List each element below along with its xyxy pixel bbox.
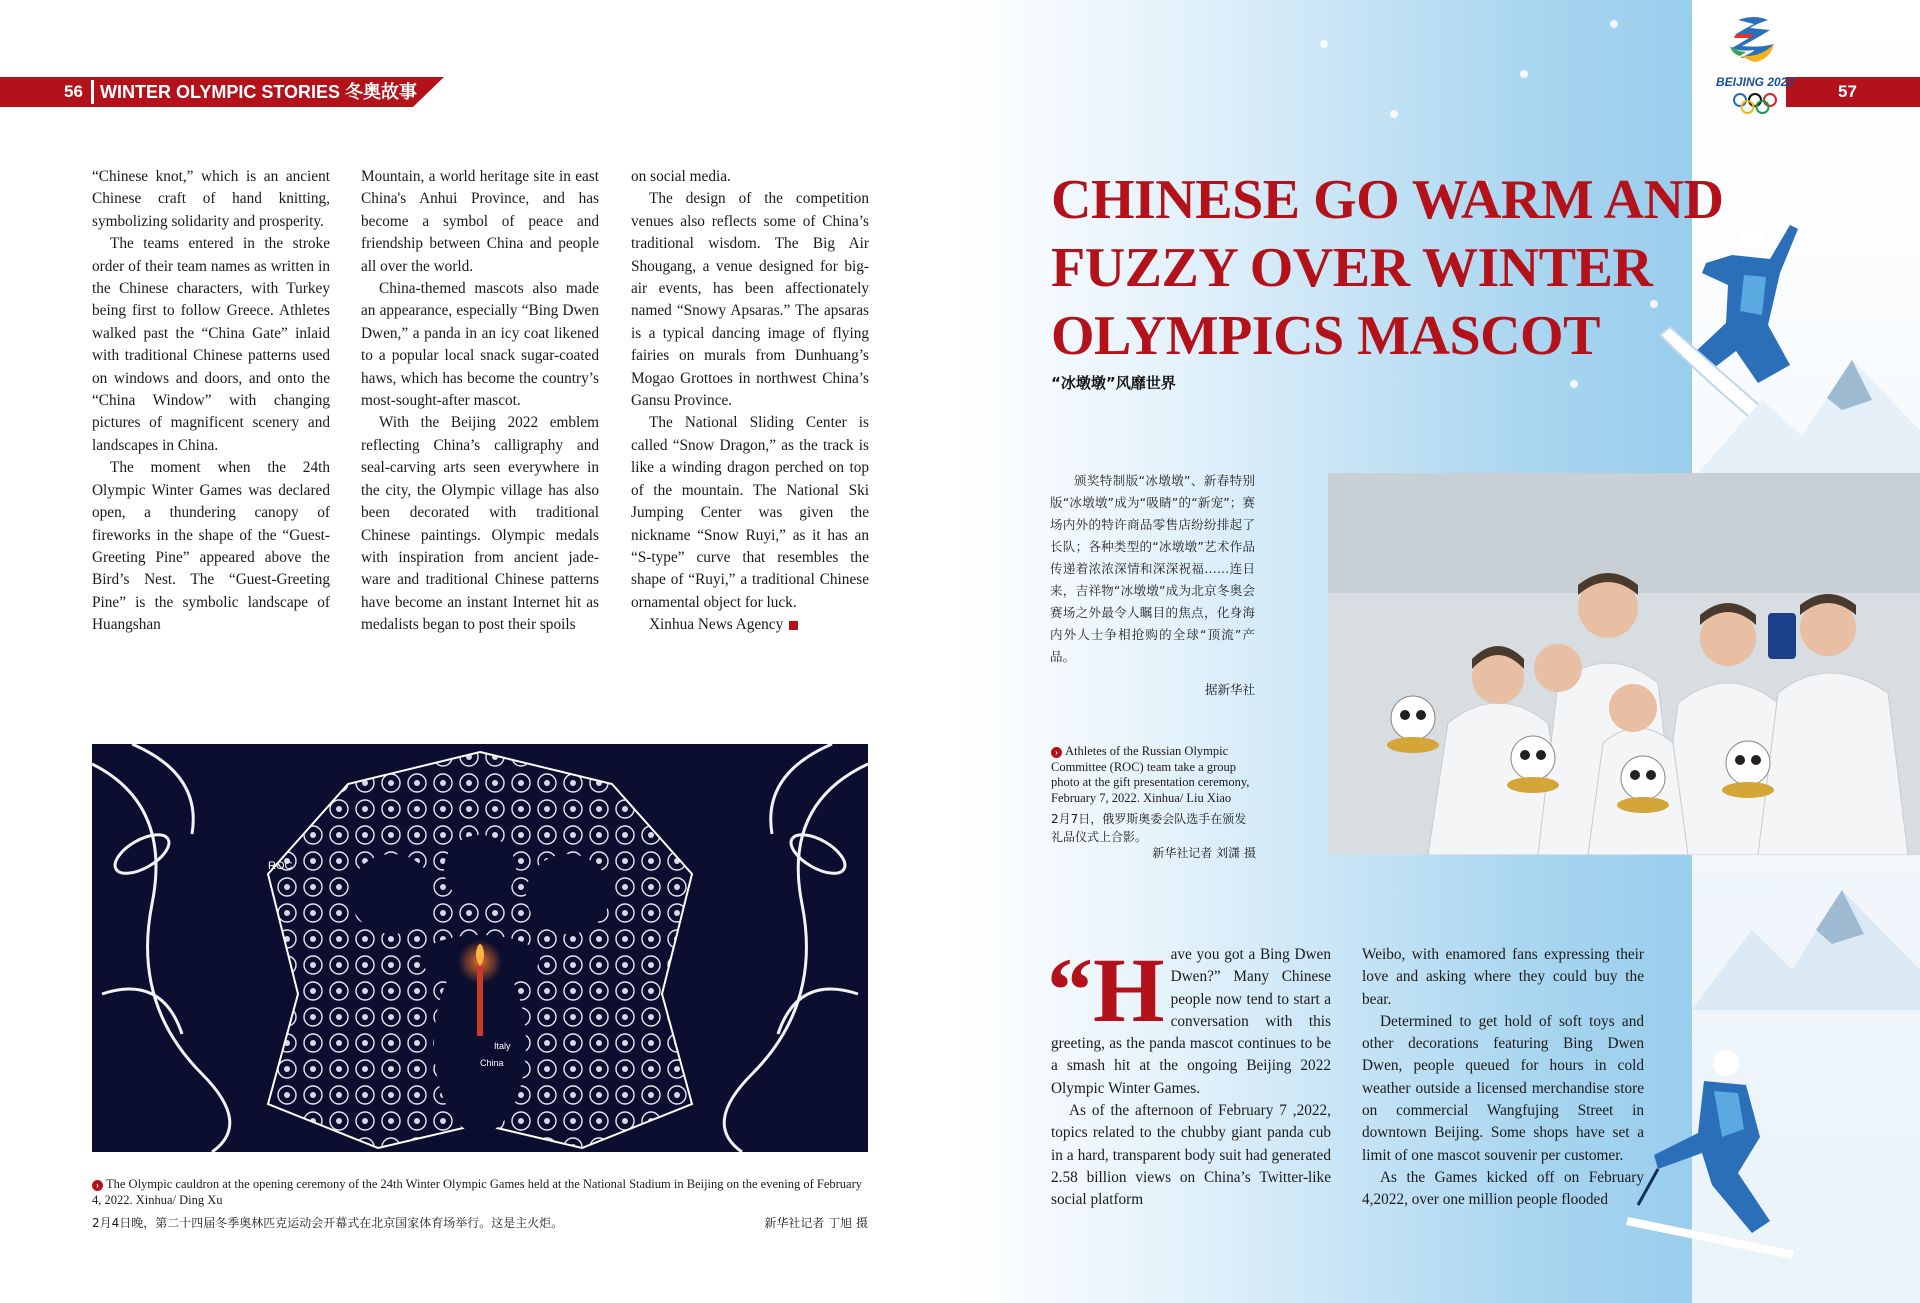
caption-text: Athletes of the Russian Olympic Committee (ROC) team take a group photo at the gift presentation ceremony, February 7, 2022. Xinhua/ Liu Xiao xyxy=(1051,744,1250,805)
intro-source: 据新华社 xyxy=(1204,682,1255,697)
caption-text: The Olympic cauldron at the opening ceremony of the 24th Winter Olympic Games held at the National Stadium in Beijing on the evening of February 4, 2022. Xinhua/ Ding Xu xyxy=(92,1177,863,1207)
article-column-2 xyxy=(1362,944,1644,1212)
figure-caption-cn xyxy=(92,1214,868,1231)
page-number-right: 57 xyxy=(1838,82,1857,101)
flake-label-roc: ROC xyxy=(268,860,293,872)
paragraph: Weibo, with enamored fans expressing their love and asking where they could buy the bear. xyxy=(1362,946,1644,1008)
chinese-intro xyxy=(1050,470,1255,668)
left-column-2 xyxy=(361,166,599,637)
paragraph: As the Games kicked off on February 4,2022, over one million people flooded xyxy=(1362,1168,1644,1209)
snow-dot xyxy=(1520,70,1528,78)
photo-caption-cn: 2月7日，俄罗斯奥委会队选手在颁发礼品仪式上合影。 xyxy=(1051,812,1247,844)
paragraph: Mountain, a world heritage site in east China's Anhui Province, and has become a symbol of peace and friendship between China and people all over the world. xyxy=(361,168,599,275)
cauldron-photo xyxy=(92,744,868,1152)
photo-credit: 新华社记者 刘潇 摄 xyxy=(1152,846,1256,860)
snow-dot xyxy=(1320,40,1328,48)
caption-arrow-icon: › xyxy=(92,1180,103,1191)
figure-caption-en xyxy=(92,1177,868,1208)
snow-dot xyxy=(1390,110,1398,118)
byline xyxy=(631,614,869,636)
snowflake-cauldron-illustration xyxy=(92,744,868,1152)
paragraph: As of the afternoon of February 7 ,2022, topics related to the chubby giant panda cub in a hard, transparent body suit had generated 2.58 billion views on China’s Twitter-like social platform xyxy=(1051,1102,1331,1209)
header-separator xyxy=(91,80,94,104)
athletes-illustration xyxy=(1328,473,1920,855)
paragraph: With the Beijing 2022 emblem reflecting China’s calligraphy and seal-carving arts seen everywhere in the city, the Olympic village has also been decorated with traditional Chinese paintings. Olympic medals with inspiration from ancient jade-ware and traditional Chinese patterns have become an instant Internet hit as medalists began to post their spoils xyxy=(361,414,599,634)
photo-caption-en xyxy=(1051,744,1256,806)
caption-arrow-icon: › xyxy=(1051,747,1062,758)
flake-label-italy: Italy xyxy=(494,1041,511,1051)
caption-credit: 新华社记者 丁旭 摄 xyxy=(764,1216,868,1230)
snow-dot xyxy=(1570,380,1578,388)
page-number-left: 56 xyxy=(64,82,83,101)
flake-label-china: China xyxy=(480,1058,504,1068)
paragraph: “Chinese knot,” which is an ancient Chinese craft of hand knitting, symbolizing solidarity and prosperity. xyxy=(92,168,330,230)
paragraph: The moment when the 24th Olympic Winter Games was declared open, a thundering canopy of fireworks in the shape of the “Guest-Greeting Pine” appeared above the Bird’s Nest. The “Guest-Greeting Pine” is the symbolic landscape of Huangshan xyxy=(92,459,330,634)
byline-text: Xinhua News Agency xyxy=(649,616,784,634)
intro-text: 颁奖特制版“冰墩墩”、新春特别版“冰墩墩”成为“吸睛”的“新宠”；赛场内外的特许商品零售店纷纷排起了长队；各种类型的“冰墩墩”艺术作品传递着浓浓深情和深深祝福……连日来，吉祥物“冰墩墩”成为北京冬奥会赛场之外最令人瞩目的焦点，化身海内外人士争相抢购的全球“顶流”产品。 xyxy=(1050,473,1255,664)
paragraph: Determined to get hold of soft toys and other decorations featuring Bing Dwen Dwen, people queued for hours in cold weather outside a licensed merchandise store on commercial Wangfujing Street in downtown Beijing. Some shops have set a limit of one mascot souvenir per customer. xyxy=(1362,1012,1644,1164)
lead-paragraph xyxy=(1047,939,1331,1100)
paragraph: The teams entered in the stroke order of their team names as written in the Chinese characters, with Turkey being first to follow Greece. Athletes walked past the “China Gate” inlaid with traditional Chinese patterns used on windows and doors, and onto the “China Window” with changing pictures of magnificent scenery and landscapes in China. xyxy=(92,235,330,454)
snow-dot xyxy=(1610,20,1618,28)
left-column-3 xyxy=(631,166,869,637)
mountain-icon xyxy=(1692,860,1920,1010)
article-column-1 xyxy=(1047,939,1331,1212)
paragraph: The design of the competition venues also reflects some of China’s traditional wisdom. The Big Air Shougang, a venue designed for big-air events, has been affectionately named “Snowy Apsaras.” The apsaras is a typical dancing image of flying fairies on murals from Dunhuang’s Mogao Grottoes in northwest China’s Gansu Province. xyxy=(631,190,869,410)
paragraph: The National Sliding Center is called “Snow Dragon,” as the track is like a winding dragon perched on top of the mountain. The National Ski Jumping Center was given the nickname “Snow Ruyi,” as it has an “S-type” curve that resembles the shape of “Ruyi,” a traditional Chinese ornamental object for luck. xyxy=(631,414,869,611)
article-subtitle-cn: “冰墩墩”风靡世界 xyxy=(1051,374,1176,392)
paragraph: on social media. xyxy=(631,168,731,185)
drop-cap: “H xyxy=(1047,939,1165,1041)
emblem-text: BEIJING 2022 xyxy=(1715,75,1795,89)
paragraph: China-themed mascots also made an appearance, especially “Bing Dwen Dwen,” a panda in an icy coat likened to a popular local snack sugar-coated haws, which has become the country’s most-sought-after mascot. xyxy=(361,280,599,410)
caption-cn-text: 2月4日晚，第二十四届冬季奥林匹克运动会开幕式在北京国家体育场举行。这是主火炬。 xyxy=(92,1216,564,1230)
skier-icon xyxy=(1618,1045,1808,1265)
article-title: CHINESE GO WARM AND FUZZY OVER WINTER OLYMPICS MASCOT xyxy=(1051,169,1724,367)
athletes-selfie-photo xyxy=(1328,473,1920,855)
section-title: WINTER OLYMPIC STORIES 冬奥故事 xyxy=(100,82,418,102)
left-column-1 xyxy=(92,166,330,637)
lead-text: ave you got a Bing Dwen Dwen?” Many Chinese people now tend to start a conversation with this greeting, as the panda mascot continues to be a smash hit at the ongoing Beijing 2022 Olympic Winter Games. xyxy=(1051,946,1331,1097)
beijing-2022-emblem-icon xyxy=(1710,12,1800,120)
end-mark-icon xyxy=(789,621,798,630)
